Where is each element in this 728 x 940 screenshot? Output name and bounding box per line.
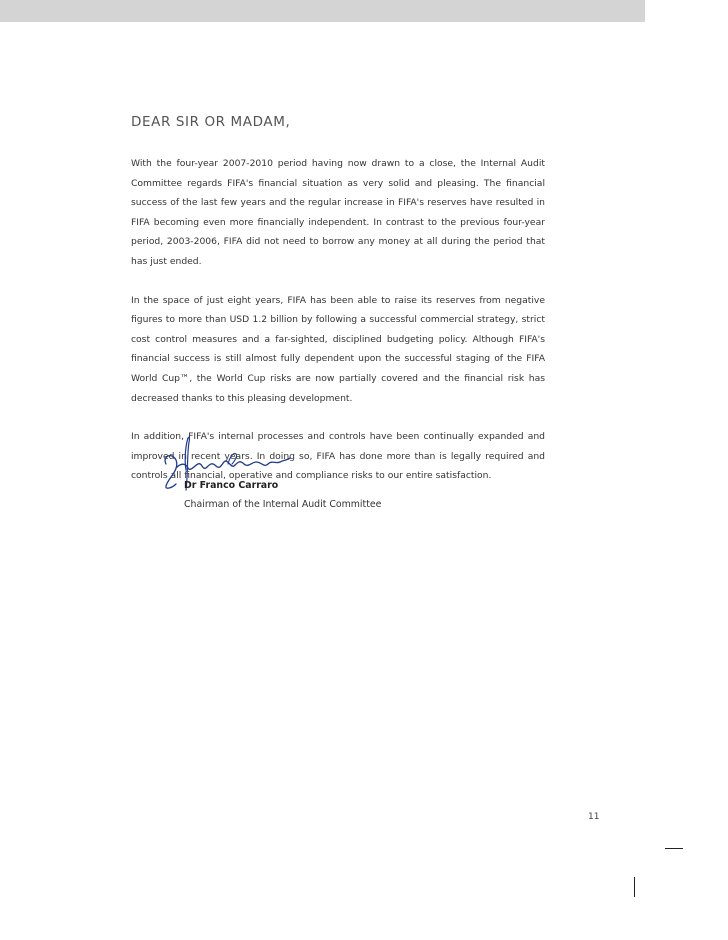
- page-number: 11: [588, 812, 600, 822]
- paragraph-2: In the space of just eight years, FIFA has been able to raise its reserves from negative figures to more than USD 1.2 billion by following a successful commercial strategy, strict cost control measures and a far-sighted, disciplined budgeting policy. Although FIFA's financial success is still almost fully dependent upon the successful staging of the FIFA World Cup™, the World Cup risks are now partially covered and the financial risk has decreased thanks to this pleasing development.: [131, 294, 545, 404]
- top-bar: [0, 0, 645, 22]
- paragraph-1: With the four-year 2007-2010 period having now drawn to a close, the Internal Audit Committee regards FIFA's financial situation as very solid and pleasing. The financial success of the last few years and the regular increase in FIFA's reserves have resulted in FIFA becoming even more financially independent. In contrast to the previous four-year period, 2003-2006, FIFA did not need to borrow any money at all during the period that has just ended.: [131, 158, 545, 267]
- signatory-name: Dr Franco Carraro: [184, 480, 279, 491]
- signatory-title: Chairman of the Internal Audit Committee: [184, 499, 382, 510]
- salutation: DEAR SIR OR MADAM,: [131, 114, 291, 130]
- paragraph-3: In addition, FIFA's internal processes and controls have been continually expanded and improved in recent years. In doing so, FIFA has done more than is legally required and controls all financial, operative and compliance risks to our entire satisfaction.: [131, 431, 545, 482]
- crop-mark-horizontal: [665, 848, 683, 849]
- crop-mark-vertical: [634, 877, 635, 897]
